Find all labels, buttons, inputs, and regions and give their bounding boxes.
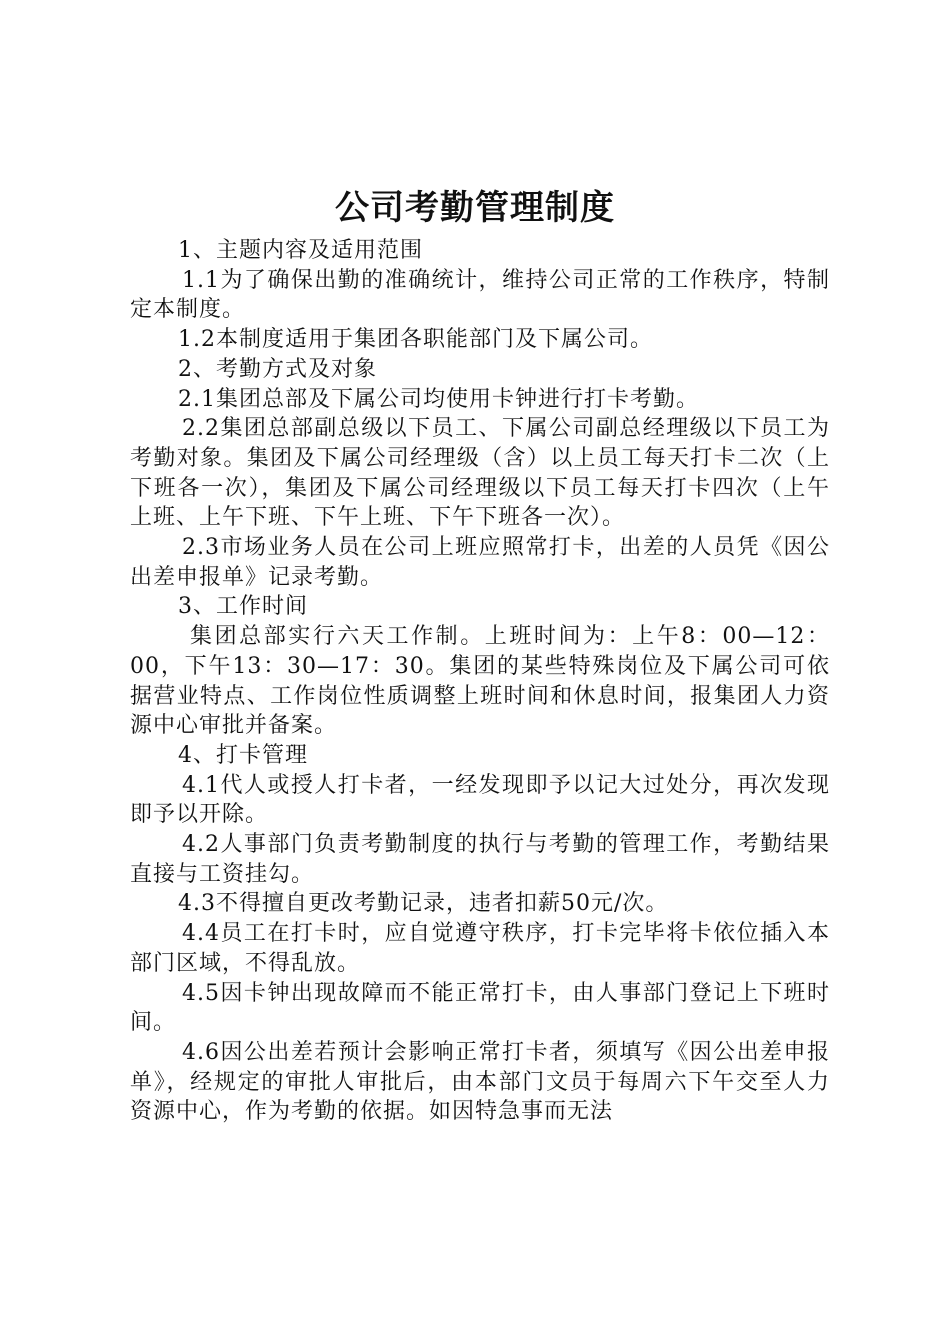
paragraph-4-6: 4.6因公出差若预计会影响正常打卡者，须填写《因公出差申报单》，经规定的审批人审批后，由本部门文员于每周六下午交至人力资源中心，作为考勤的依据。如因特急事而无法	[130, 1039, 830, 1125]
paragraph-2-3: 2.3市场业务人员在公司上班应照常打卡，出差的人员凭《因公出差申报单》记录考勤。	[130, 535, 830, 590]
paragraph-2-1: 2.1集团总部及下属公司均使用卡钟进行打卡考勤。	[178, 386, 699, 412]
paragraph-1-1: 1.1为了确保出勤的准确统计，维持公司正常的工作秩序，特制定本制度。	[130, 267, 830, 323]
paragraph-2-2: 2.2集团总部副总级以下员工、下属公司副总经理级以下员工为考勤对象。集团及下属公司经理级（含）以上员工每天打卡二次（上下班各一次），集团及下属公司经理级以下员工每天打卡四次（上午上班、上午下班、下午上班、下午下班各一次）。	[130, 416, 830, 531]
section-heading-1: 1、主题内容及适用范围	[178, 238, 423, 263]
paragraph-4-3: 4.3不得擅自更改考勤记录，违者扣薪50元/次。	[178, 891, 669, 917]
section-heading-4: 4、打卡管理	[178, 742, 308, 768]
paragraph-4-1: 4.1代人或授人打卡者，一经发现即予以记大过处分，再次发现即予以开除。	[130, 772, 830, 828]
paragraph-3-body: 集团总部实行六天工作制。上班时间为：上午8：00—12：00，下午13：30—17：30。集团的某些特殊岗位及下属公司可依据营业特点、工作岗位性质调整上班时间和休息时间，报集团人力资源中心审批并备案。	[130, 624, 830, 739]
paragraph-4-4: 4.4员工在打卡时，应自觉遵守秩序，打卡完毕将卡依位插入本部门区域，不得乱放。	[130, 921, 830, 976]
section-heading-2: 2、考勤方式及对象	[178, 356, 377, 382]
paragraph-4-2: 4.2人事部门负责考勤制度的执行与考勤的管理工作，考勤结果直接与工资挂勾。	[130, 832, 830, 887]
section-heading-3: 3、工作时间	[178, 594, 308, 620]
paragraph-1-2: 1.2本制度适用于集团各职能部门及下属公司。	[178, 327, 653, 353]
paragraph-4-5: 4.5因卡钟出现故障而不能正常打卡，由人事部门登记上下班时间。	[130, 980, 830, 1036]
document-title: 公司考勤管理制度	[335, 188, 615, 228]
document-body	[130, 236, 830, 1127]
